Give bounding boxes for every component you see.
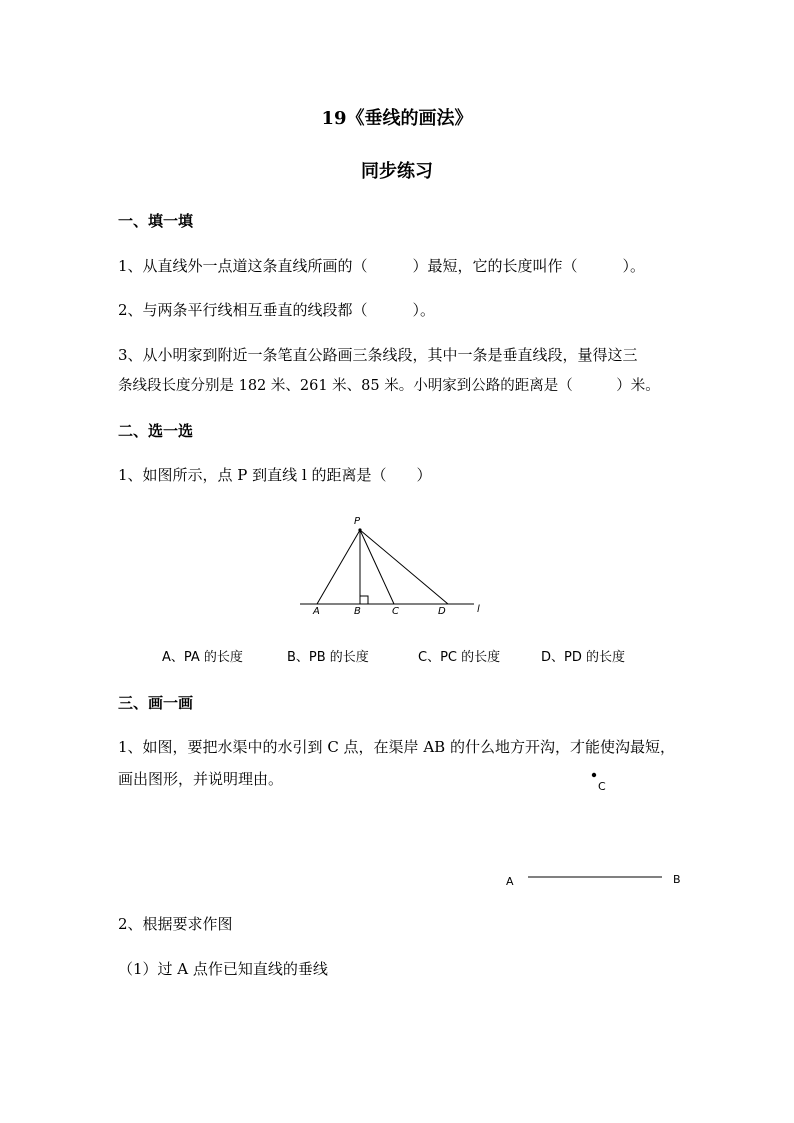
point-c bbox=[592, 773, 596, 777]
option-b: B、PB 的长度 bbox=[287, 650, 369, 665]
question-fill-1: 1、从直线外一点道这条直线所画的（ ）最短，它的长度叫作（ ）。 bbox=[118, 257, 646, 275]
question-fill-3-line2: 条线段长度分别是 182 米、261 米、85 米。小明家到公路的距离是（ ）米。 bbox=[118, 378, 660, 394]
question-fill-3-line1: 3、从小明家到附近一条笔直公路画三条线段，其中一条是垂直线段，量得这三 bbox=[118, 346, 638, 364]
label-d: D bbox=[438, 606, 446, 617]
option-a: A、PA 的长度 bbox=[162, 650, 243, 665]
label-b: B bbox=[354, 606, 361, 617]
question-draw-2-sub1: （1）过 A 点作已知直线的垂线 bbox=[118, 960, 328, 978]
question-draw-1-line1: 1、如图，要把水渠中的水引到 C 点，在渠岸 AB 的什么地方开沟，才能使沟最短， bbox=[118, 738, 675, 756]
page-title: 19《垂线的画法》 bbox=[321, 108, 473, 129]
question-fill-2: 2、与两条平行线相互垂直的线段都（ ）。 bbox=[118, 301, 436, 319]
label-canal-c: C bbox=[598, 780, 606, 793]
label-p: P bbox=[354, 516, 361, 527]
label-canal-a: A bbox=[506, 875, 514, 888]
label-l: l bbox=[477, 604, 480, 615]
label-c: C bbox=[392, 606, 399, 617]
page-subtitle: 同步练习 bbox=[361, 161, 433, 182]
label-canal-b: B bbox=[673, 873, 681, 886]
section-heading-draw: 三、画一画 bbox=[118, 694, 194, 712]
option-d: D、PD 的长度 bbox=[541, 650, 625, 665]
section-heading-fill: 一、填一填 bbox=[118, 212, 194, 230]
label-a: A bbox=[313, 606, 320, 617]
section-heading-choose: 二、选一选 bbox=[118, 422, 194, 440]
question-draw-2: 2、根据要求作图 bbox=[118, 915, 233, 933]
question-choose-1: 1、如图所示，点 P 到直线 l 的距离是（ ） bbox=[118, 466, 432, 484]
question-draw-1-line2: 画出图形，并说明理由。 bbox=[118, 770, 284, 788]
option-c: C、PC 的长度 bbox=[418, 650, 501, 665]
